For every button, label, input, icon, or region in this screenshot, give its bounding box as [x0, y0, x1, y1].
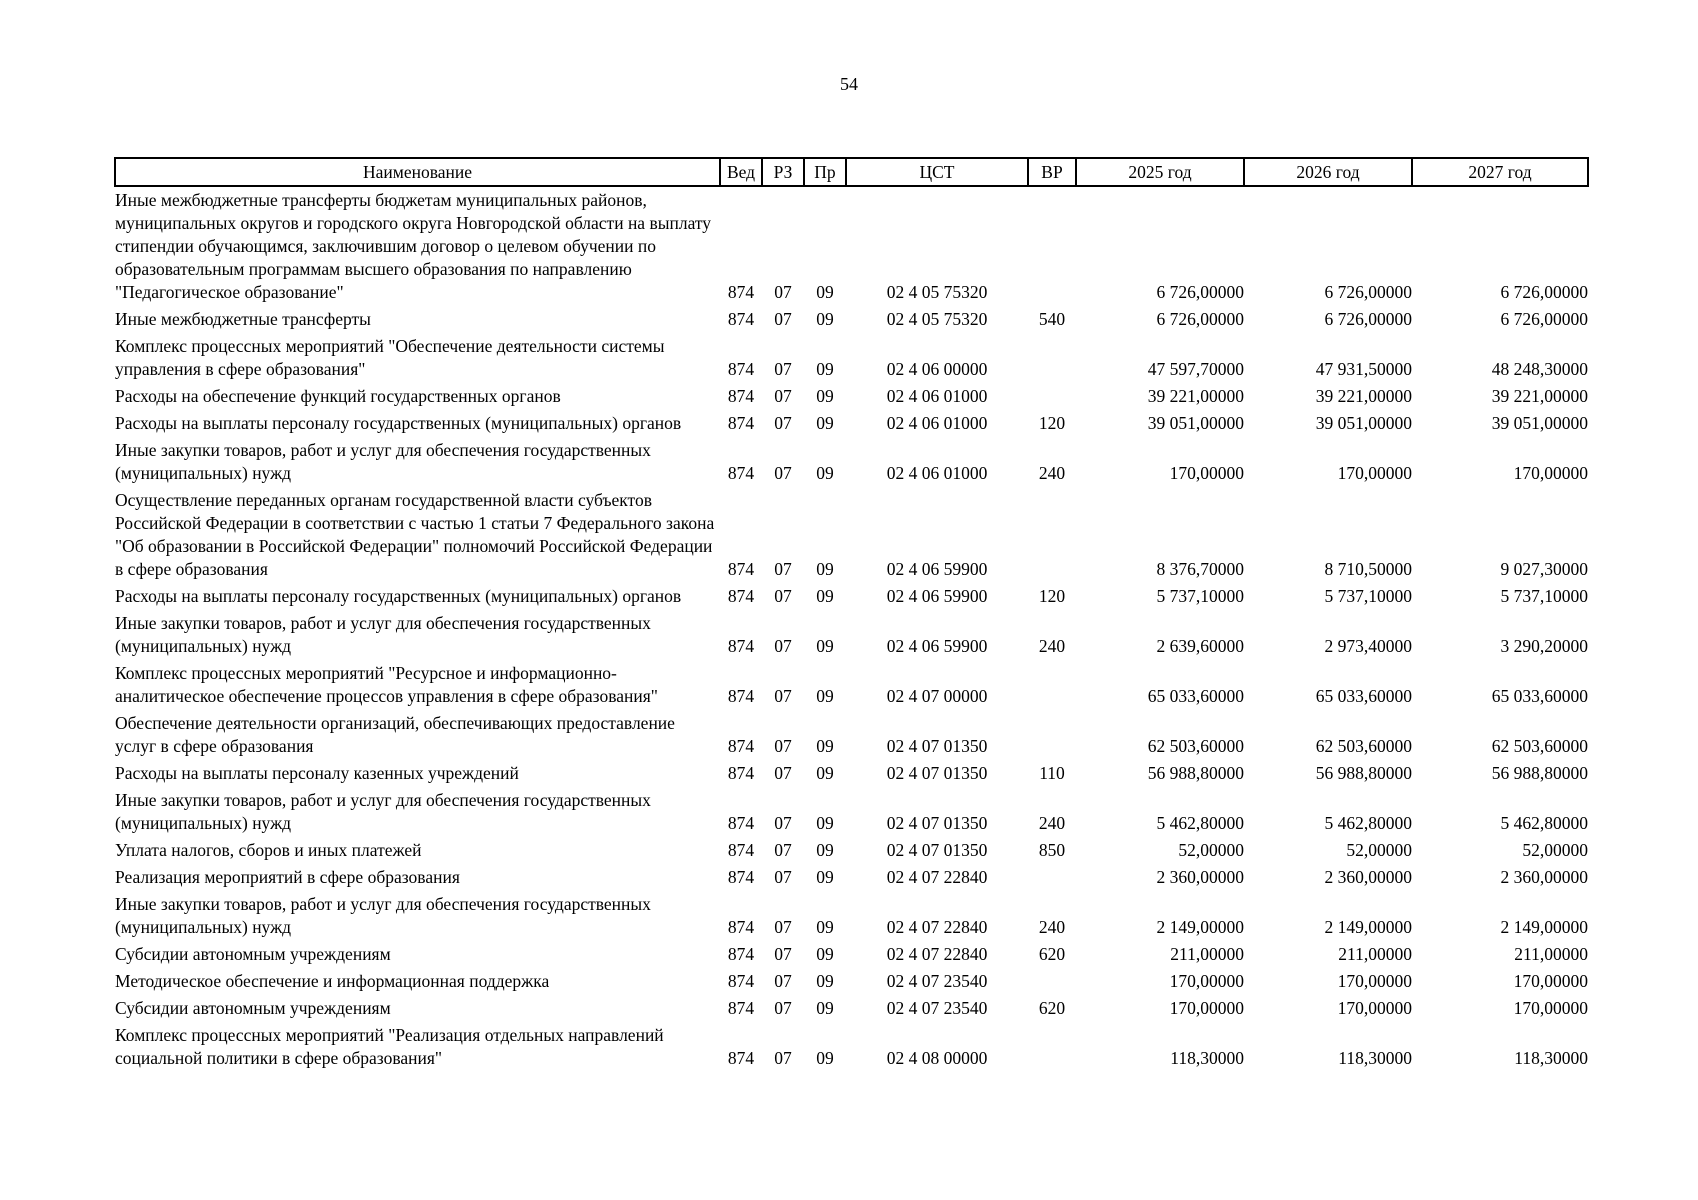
row-2026: 118,30000	[1338, 1048, 1412, 1068]
row-2025: 47 597,70000	[1147, 359, 1244, 379]
row-rz: 07	[774, 736, 792, 756]
row-2025: 170,00000	[1169, 998, 1244, 1018]
table-row	[115, 437, 1588, 487]
table-row	[115, 710, 1588, 760]
row-ved: 874	[727, 998, 755, 1018]
row-ved: 874	[727, 413, 755, 433]
row-2027: 5 737,10000	[1500, 586, 1588, 606]
row-cst: 02 4 06 59900	[886, 636, 988, 656]
row-vr	[1028, 186, 1076, 306]
row-cst: 02 4 06 01000	[886, 386, 988, 406]
row-2025: 118,30000	[1170, 1048, 1244, 1068]
row-cst: 02 4 07 01350	[886, 736, 988, 756]
row-2027: 118,30000	[1514, 1048, 1588, 1068]
row-vr: 120	[1038, 413, 1066, 433]
row-cst: 02 4 06 59900	[886, 559, 988, 579]
header-pr: Пр	[804, 158, 846, 186]
row-2025: 6 726,00000	[1156, 309, 1244, 329]
row-2025: 211,00000	[1170, 944, 1244, 964]
row-name: Расходы на обеспечение функций государственных органов	[115, 386, 561, 406]
row-cst: 02 4 08 00000	[886, 1048, 988, 1068]
row-2025: 39 221,00000	[1147, 386, 1244, 406]
row-pr: 09	[816, 282, 834, 302]
row-pr: 09	[816, 971, 834, 991]
table-row	[115, 610, 1588, 660]
page-number: 54	[840, 74, 858, 94]
row-2025: 5 737,10000	[1156, 586, 1244, 606]
row-pr: 09	[816, 917, 834, 937]
row-name: Иные закупки товаров, работ и услуг для обеспечения государственных (муниципальных) нужд	[115, 894, 651, 937]
row-2027: 6 726,00000	[1500, 282, 1588, 302]
row-pr: 09	[816, 736, 834, 756]
row-pr: 09	[816, 309, 834, 329]
row-vr: 240	[1038, 917, 1066, 937]
row-name: Иные закупки товаров, работ и услуг для обеспечения государственных (муниципальных) нужд	[115, 440, 651, 483]
row-2026: 211,00000	[1338, 944, 1412, 964]
row-vr	[1028, 1022, 1076, 1072]
row-2027: 170,00000	[1513, 998, 1588, 1018]
row-2025: 8 376,70000	[1156, 559, 1244, 579]
row-cst: 02 4 06 01000	[886, 463, 988, 483]
row-2027: 5 462,80000	[1500, 813, 1588, 833]
row-2027: 52,00000	[1522, 840, 1588, 860]
row-pr: 09	[816, 359, 834, 379]
row-pr: 09	[816, 763, 834, 783]
row-rz: 07	[774, 840, 792, 860]
table-row	[115, 864, 1588, 891]
row-rz: 07	[774, 813, 792, 833]
row-pr: 09	[816, 1048, 834, 1068]
row-rz: 07	[774, 386, 792, 406]
row-name: Расходы на выплаты персоналу казенных учреждений	[115, 763, 519, 783]
row-2025: 2 360,00000	[1156, 867, 1244, 887]
table-row	[115, 1022, 1588, 1072]
row-ved: 874	[727, 586, 755, 606]
row-2025: 170,00000	[1169, 971, 1244, 991]
row-rz: 07	[774, 309, 792, 329]
row-2026: 2 149,00000	[1324, 917, 1412, 937]
row-ved: 874	[727, 359, 755, 379]
row-rz: 07	[774, 559, 792, 579]
row-cst: 02 4 07 22840	[886, 867, 988, 887]
row-ved: 874	[727, 309, 755, 329]
row-2027: 56 988,80000	[1491, 763, 1588, 783]
row-cst: 02 4 07 22840	[886, 944, 988, 964]
row-rz: 07	[774, 359, 792, 379]
row-2026: 6 726,00000	[1324, 309, 1412, 329]
row-2025: 52,00000	[1178, 840, 1244, 860]
row-vr	[1028, 710, 1076, 760]
row-vr: 240	[1038, 636, 1066, 656]
row-vr	[1028, 660, 1076, 710]
row-2027: 6 726,00000	[1500, 309, 1588, 329]
row-ved: 874	[727, 971, 755, 991]
header-2025: 2025 год	[1076, 158, 1244, 186]
row-name: Методическое обеспечение и информационная поддержка	[115, 971, 550, 991]
row-rz: 07	[774, 686, 792, 706]
row-2025: 6 726,00000	[1156, 282, 1244, 302]
row-vr: 620	[1038, 998, 1066, 1018]
row-ved: 874	[727, 559, 755, 579]
table-row	[115, 306, 1588, 333]
row-cst: 02 4 07 23540	[886, 998, 988, 1018]
row-pr: 09	[816, 840, 834, 860]
row-rz: 07	[774, 282, 792, 302]
row-cst: 02 4 05 75320	[886, 282, 988, 302]
table-row	[115, 660, 1588, 710]
table-row	[115, 787, 1588, 837]
row-2026: 2 360,00000	[1324, 867, 1412, 887]
row-2026: 47 931,50000	[1315, 359, 1412, 379]
header-name: Наименование	[115, 158, 720, 186]
row-ved: 874	[727, 1048, 755, 1068]
row-name: Осуществление переданных органам государственной власти субъектов Российской Федерации в соответствии с частью 1 статьи 7 Федерального закона "Об образовании в Российской Федерации" полномочий Российской Федерации в сфере образования	[115, 490, 715, 579]
row-vr: 110	[1039, 763, 1065, 783]
table-row	[115, 760, 1588, 787]
row-2027: 48 248,30000	[1491, 359, 1588, 379]
row-name: Субсидии автономным учреждениям	[115, 998, 391, 1018]
row-2026: 5 737,10000	[1324, 586, 1412, 606]
row-ved: 874	[727, 686, 755, 706]
row-rz: 07	[774, 867, 792, 887]
row-pr: 09	[816, 867, 834, 887]
row-pr: 09	[816, 413, 834, 433]
row-2027: 39 051,00000	[1491, 413, 1588, 433]
row-rz: 07	[774, 763, 792, 783]
row-2026: 39 051,00000	[1315, 413, 1412, 433]
row-ved: 874	[727, 386, 755, 406]
row-rz: 07	[774, 998, 792, 1018]
row-name: Реализация мероприятий в сфере образования	[115, 867, 460, 887]
table-row	[115, 995, 1588, 1022]
row-2025: 2 149,00000	[1156, 917, 1244, 937]
row-pr: 09	[816, 686, 834, 706]
row-2025: 56 988,80000	[1147, 763, 1244, 783]
table-header	[115, 158, 1588, 186]
row-rz: 07	[774, 636, 792, 656]
row-cst: 02 4 07 23540	[886, 971, 988, 991]
row-pr: 09	[816, 813, 834, 833]
header-rz: РЗ	[762, 158, 804, 186]
row-name: Уплата налогов, сборов и иных платежей	[115, 840, 422, 860]
row-2027: 39 221,00000	[1491, 386, 1588, 406]
row-2026: 52,00000	[1346, 840, 1412, 860]
table-row	[115, 941, 1588, 968]
row-pr: 09	[816, 463, 834, 483]
row-name: Комплекс процессных мероприятий "Реализация отдельных направлений социальной политики в сфере образования"	[115, 1025, 664, 1068]
row-2027: 2 360,00000	[1500, 867, 1588, 887]
row-ved: 874	[727, 944, 755, 964]
row-cst: 02 4 07 00000	[886, 686, 988, 706]
row-vr: 620	[1038, 944, 1066, 964]
row-rz: 07	[774, 971, 792, 991]
table-row	[115, 968, 1588, 995]
row-2026: 39 221,00000	[1315, 386, 1412, 406]
table-row	[115, 837, 1588, 864]
header-cst: ЦСТ	[846, 158, 1028, 186]
row-ved: 874	[727, 636, 755, 656]
row-2027: 9 027,30000	[1500, 559, 1588, 579]
row-vr: 850	[1038, 840, 1066, 860]
table-row	[115, 891, 1588, 941]
row-2026: 6 726,00000	[1324, 282, 1412, 302]
table-row	[115, 186, 1588, 306]
row-vr: 120	[1038, 586, 1066, 606]
row-name: Обеспечение деятельности организаций, обеспечивающих предоставление услуг в сфере образования	[115, 713, 675, 756]
row-2026: 56 988,80000	[1315, 763, 1412, 783]
row-rz: 07	[774, 586, 792, 606]
table-row	[115, 487, 1588, 583]
row-2026: 170,00000	[1337, 971, 1412, 991]
row-ved: 874	[727, 917, 755, 937]
row-vr	[1028, 864, 1076, 891]
row-cst: 02 4 06 00000	[886, 359, 988, 379]
row-2026: 170,00000	[1337, 463, 1412, 483]
row-2025: 170,00000	[1169, 463, 1244, 483]
row-ved: 874	[727, 282, 755, 302]
header-2027: 2027 год	[1412, 158, 1588, 186]
row-2026: 65 033,60000	[1315, 686, 1412, 706]
row-name: Иные межбюджетные трансферты бюджетам муниципальных районов, муниципальных округов и городского округа Новгородской области на выплату стипендии обучающимся, заключившим договор о целевом обучении по образовательным программам высшего образования по направлению "Педагогическое образование"	[115, 190, 712, 302]
row-vr	[1028, 333, 1076, 383]
row-pr: 09	[816, 998, 834, 1018]
row-ved: 874	[727, 840, 755, 860]
row-2025: 62 503,60000	[1147, 736, 1244, 756]
row-vr	[1028, 383, 1076, 410]
row-cst: 02 4 07 01350	[886, 840, 988, 860]
row-ved: 874	[727, 813, 755, 833]
row-rz: 07	[774, 944, 792, 964]
table-row	[115, 383, 1588, 410]
row-2027: 211,00000	[1514, 944, 1588, 964]
row-name: Иные закупки товаров, работ и услуг для обеспечения государственных (муниципальных) нужд	[115, 790, 651, 833]
row-2027: 62 503,60000	[1491, 736, 1588, 756]
row-pr: 09	[816, 559, 834, 579]
row-name: Расходы на выплаты персоналу государственных (муниципальных) органов	[115, 413, 682, 433]
row-ved: 874	[727, 736, 755, 756]
table-row	[115, 583, 1588, 610]
row-name: Иные межбюджетные трансферты	[115, 309, 371, 329]
table-row	[115, 333, 1588, 383]
row-cst: 02 4 06 59900	[886, 586, 988, 606]
row-vr	[1028, 968, 1076, 995]
row-ved: 874	[727, 763, 755, 783]
row-2025: 5 462,80000	[1156, 813, 1244, 833]
row-pr: 09	[816, 586, 834, 606]
row-2025: 2 639,60000	[1156, 636, 1244, 656]
row-cst: 02 4 07 22840	[886, 917, 988, 937]
row-vr	[1028, 487, 1076, 583]
row-name: Комплекс процессных мероприятий "Ресурсное и информационно-аналитическое обеспечение процессов управления в сфере образования"	[115, 663, 658, 706]
row-rz: 07	[774, 1048, 792, 1068]
row-cst: 02 4 06 01000	[886, 413, 988, 433]
header-vr: ВР	[1028, 158, 1076, 186]
row-2027: 65 033,60000	[1491, 686, 1588, 706]
row-pr: 09	[816, 944, 834, 964]
table-body	[115, 186, 1588, 1072]
row-cst: 02 4 07 01350	[886, 763, 988, 783]
row-vr: 540	[1038, 309, 1066, 329]
row-2025: 39 051,00000	[1147, 413, 1244, 433]
row-name: Субсидии автономным учреждениям	[115, 944, 391, 964]
row-2026: 170,00000	[1337, 998, 1412, 1018]
row-rz: 07	[774, 917, 792, 937]
row-pr: 09	[816, 386, 834, 406]
header-2026: 2026 год	[1244, 158, 1412, 186]
budget-table	[114, 157, 1589, 1072]
row-rz: 07	[774, 463, 792, 483]
row-rz: 07	[774, 413, 792, 433]
row-2026: 2 973,40000	[1324, 636, 1412, 656]
row-2027: 170,00000	[1513, 971, 1588, 991]
table-row	[115, 410, 1588, 437]
row-name: Комплекс процессных мероприятий "Обеспечение деятельности системы управления в сфере образования"	[115, 336, 665, 379]
row-2027: 2 149,00000	[1500, 917, 1588, 937]
row-vr: 240	[1038, 813, 1066, 833]
row-2026: 8 710,50000	[1324, 559, 1412, 579]
row-2026: 5 462,80000	[1324, 813, 1412, 833]
row-ved: 874	[727, 463, 755, 483]
row-name: Иные закупки товаров, работ и услуг для обеспечения государственных (муниципальных) нужд	[115, 613, 651, 656]
row-2026: 62 503,60000	[1315, 736, 1412, 756]
row-vr: 240	[1038, 463, 1066, 483]
row-2027: 3 290,20000	[1500, 636, 1588, 656]
row-cst: 02 4 07 01350	[886, 813, 988, 833]
row-2025: 65 033,60000	[1147, 686, 1244, 706]
row-pr: 09	[816, 636, 834, 656]
row-2027: 170,00000	[1513, 463, 1588, 483]
row-cst: 02 4 05 75320	[886, 309, 988, 329]
row-name: Расходы на выплаты персоналу государственных (муниципальных) органов	[115, 586, 682, 606]
header-ved: Вед	[720, 158, 762, 186]
row-ved: 874	[727, 867, 755, 887]
